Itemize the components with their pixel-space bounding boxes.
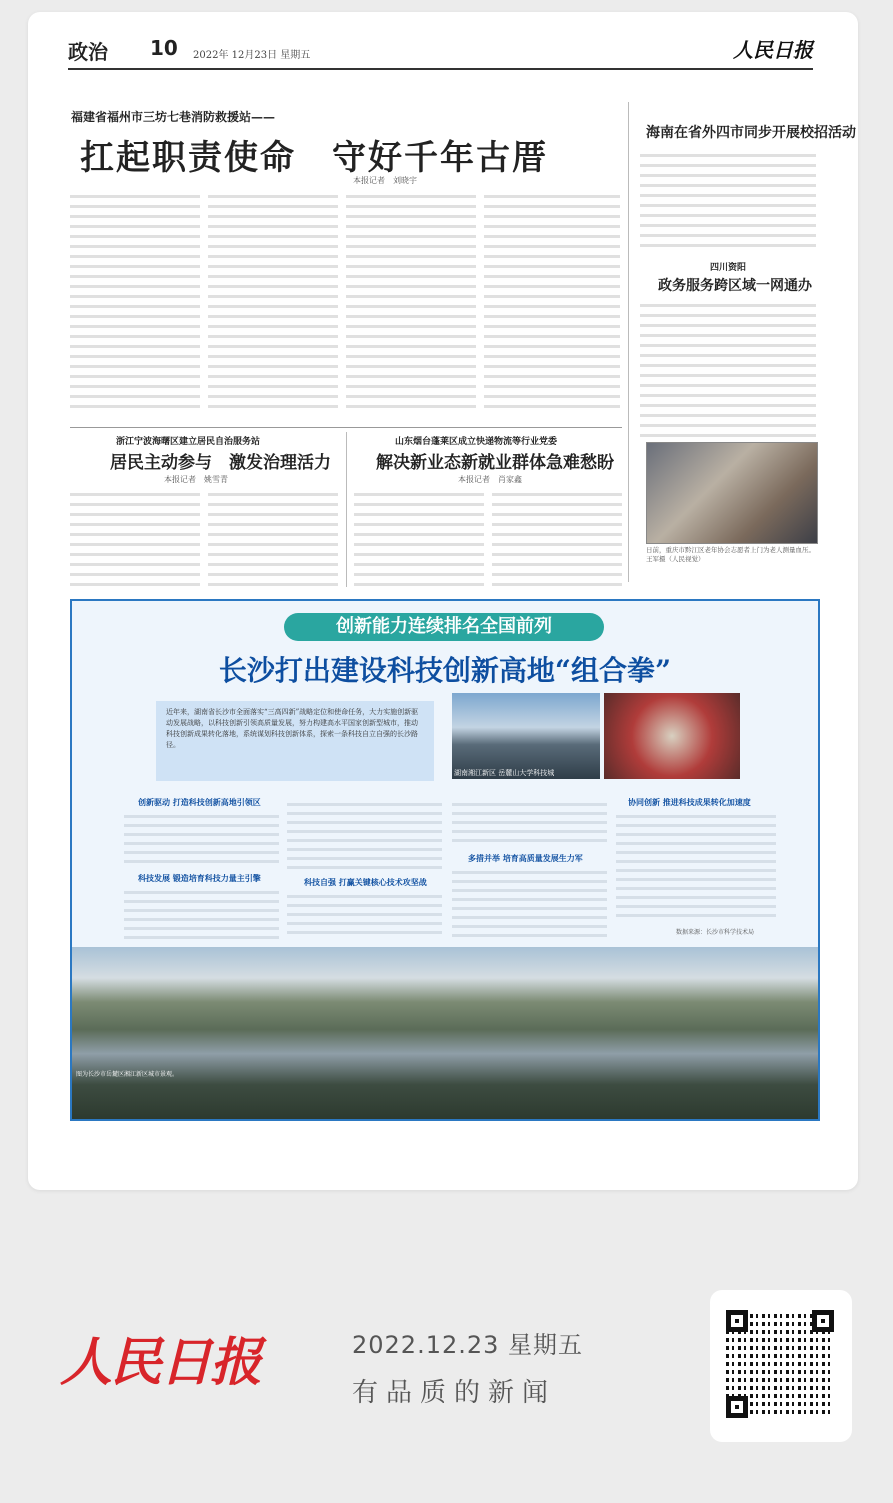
lead-col-1 — [70, 188, 200, 412]
photo-caption: 日前，重庆市黔江区老年协会志愿者上门为老人测量血压。王军摄（人民视觉） — [646, 546, 815, 563]
lead-headline: 扛起职责使命 守好千年古厝 — [80, 138, 548, 178]
story-mid-headline: 解决新业态新就业群体急难愁盼 — [376, 453, 614, 473]
story-mid-col-2 — [492, 486, 622, 586]
section-divider — [70, 427, 622, 428]
masthead-logo: 人民日报 — [733, 38, 813, 62]
right-mid-kicker: 四川资阳 — [710, 263, 747, 273]
feature-col-2b — [287, 889, 442, 939]
feature-col-1a — [124, 809, 279, 869]
story-left-headline: 居民主动参与 激发治理活力 — [110, 453, 331, 473]
footer-slogan: 有品质的新闻 — [352, 1378, 557, 1408]
feature-title: 长沙打出建设科技创新高地“组合拳” — [218, 654, 672, 687]
panorama-caption: 图为长沙市岳麓区湘江新区城市景观。 — [76, 1071, 179, 1078]
feature-subhead-2: 科技发展 锻造培育科技力量主引擎 — [138, 873, 261, 883]
feature-subhead-5: 协同创新 推进科技成果转化加速度 — [628, 797, 751, 807]
changsha-panorama — [72, 947, 818, 1119]
science-city-photo — [452, 693, 600, 779]
story-left-byline: 本报记者 姚雪青 — [164, 475, 228, 484]
lead-col-2 — [208, 188, 338, 412]
lead-col-3 — [346, 188, 476, 412]
lead-kicker: 福建省福州市三坊七巷消防救援站—— — [71, 110, 276, 124]
feature-subhead-1: 创新驱动 打造科技创新高地引领区 — [138, 797, 261, 807]
feature-col-1b — [124, 885, 279, 939]
feature-tag: 创新能力连续排名全国前列 — [284, 613, 604, 641]
page-header — [68, 30, 813, 70]
story-left-kicker: 浙江宁波海曙区建立居民自治服务站 — [116, 437, 261, 447]
footer-date: 2022.12.23 星期五 — [352, 1331, 584, 1359]
story-divider — [346, 432, 347, 587]
page-number: 10 — [150, 36, 178, 60]
lead-col-4 — [484, 188, 620, 412]
newspaper-page — [28, 12, 858, 1190]
story-mid-byline: 本报记者 肖家鑫 — [458, 475, 522, 484]
people-daily-logo: 人民日报 — [60, 1332, 261, 1393]
story-mid-col-1 — [354, 486, 484, 586]
right-mid-headline: 政务服务跨区域一网通办 — [658, 278, 812, 294]
changsha-feature — [70, 599, 820, 1121]
story-mid-kicker: 山东烟台蓬莱区成立快递物流等行业党委 — [395, 437, 558, 447]
story-left-col-1 — [70, 486, 200, 586]
feature-col-3b — [452, 865, 607, 939]
qr-code-card[interactable] — [710, 1290, 852, 1442]
feature-subhead-4: 多措并举 培育高质量发展生力军 — [468, 853, 583, 863]
feature-col-2a — [287, 797, 442, 877]
right-top-headline: 海南在省外四市同步开展校招活动 — [646, 125, 856, 141]
elderly-care-photo — [646, 442, 818, 544]
feature-intro: 近年来，湖南省长沙市全面落实“三高四新”战略定位和使命任务，大力实施创新驱动发展战略，以科技创新引领高质量发展，努力构建高水平国家创新型城市，推动科技创新成果转化落地，系统谋划科技创新体系，探索一条科技自立自强的长沙路径。 — [156, 701, 434, 781]
feature-signature: 数据来源：长沙市科学技术局 — [676, 929, 755, 936]
science-city-caption: 湖南湘江新区 岳麓山大学科技城 — [454, 769, 555, 777]
right-mid-body — [640, 297, 816, 437]
story-left-col-2 — [208, 486, 338, 586]
section-name: 政治 — [68, 40, 108, 64]
qr-finder-top-right — [812, 1310, 834, 1332]
feature-subhead-3: 科技自强 打赢关键核心技术攻坚战 — [304, 877, 427, 887]
qr-finder-top-left — [726, 1310, 748, 1332]
issue-date: 2022年 12月23日 星期五 — [193, 50, 311, 61]
right-top-body — [640, 147, 816, 247]
lead-byline: 本报记者 刘晓宇 — [353, 176, 417, 185]
feature-col-3a — [452, 797, 607, 849]
feature-col-4 — [616, 809, 776, 919]
column-divider — [628, 102, 629, 582]
tunnel-machine-photo — [604, 693, 740, 779]
qr-finder-bottom-left — [726, 1396, 748, 1418]
